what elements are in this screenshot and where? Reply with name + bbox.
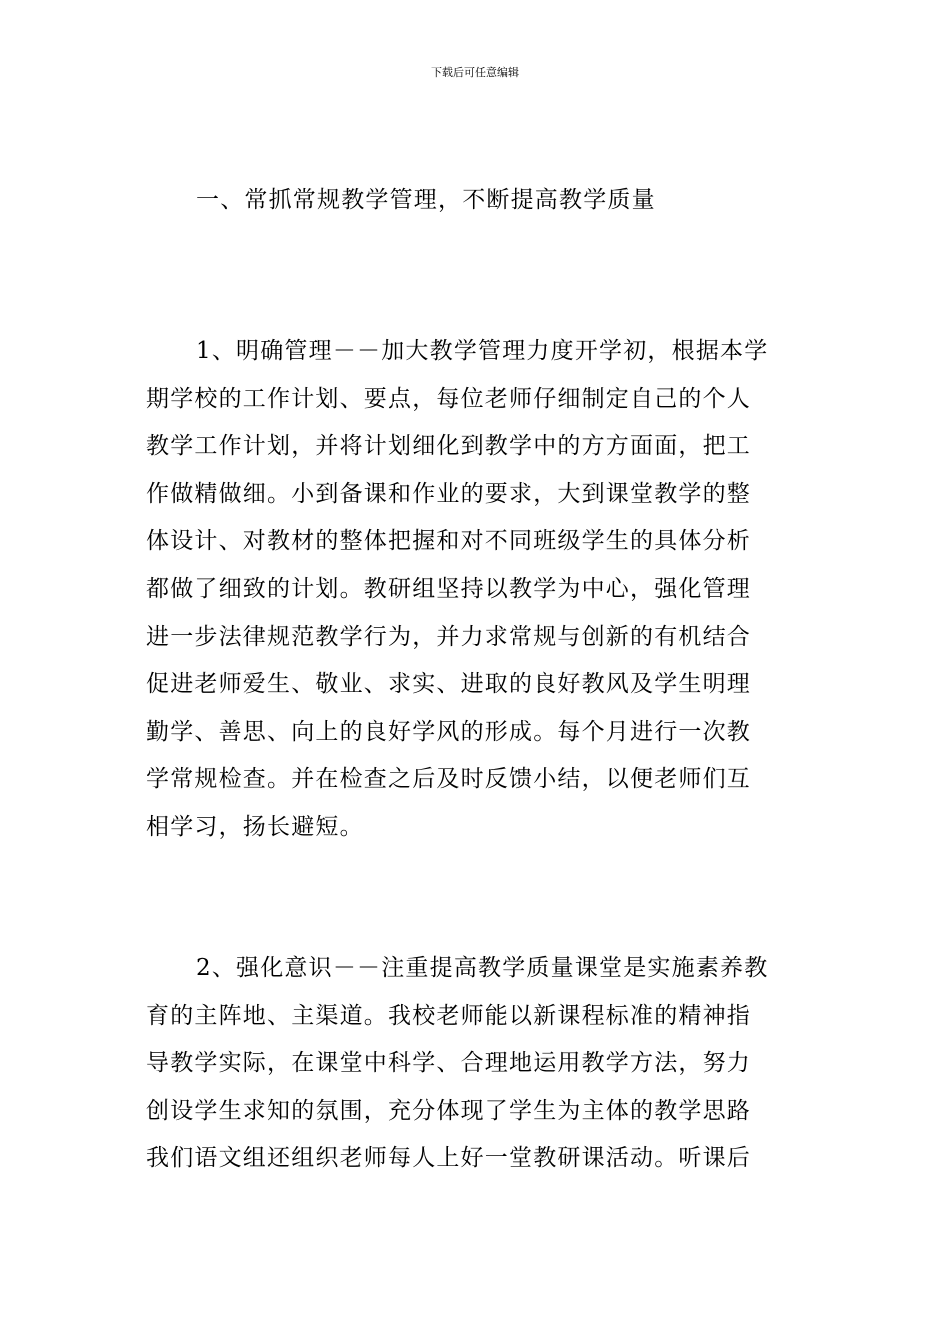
paragraph-line: 2、强化意识－－注重提高教学质量课堂是实施素养教 (196, 955, 769, 981)
paragraph-line: 都做了细致的计划。教研组坚持以教学为中心，强化管理 (146, 575, 751, 602)
paragraph-line: 期学校的工作计划、要点，每位老师仔细制定自己的个人 (146, 385, 751, 412)
paragraph-line: 勤学、善思、向上的良好学风的形成。每个月进行一次教 (146, 718, 751, 745)
paragraph-awareness (146, 945, 810, 1183)
header-note: 下载后可任意编辑 (431, 66, 519, 79)
paragraph-line: 进一步法律规范教学行为，并力求常规与创新的有机结合 (146, 623, 751, 650)
paragraph-line: 1、明确管理－－加大教学管理力度开学初，根据本学 (196, 338, 769, 364)
paragraph-line: 教学工作计划，并将计划细化到教学中的方方面面，把工 (146, 433, 751, 460)
paragraph-line: 作做精做细。小到备课和作业的要求，大到课堂教学的整 (146, 480, 751, 507)
paragraph-line: 促进老师爱生、敬业、求实、进取的良好教风及学生明理 (146, 671, 751, 698)
paragraph-line: 相学习，扬长避短。 (146, 813, 364, 840)
paragraph-line: 导教学实际，在课堂中科学、合理地运用教学方法，努力 (146, 1050, 751, 1077)
paragraph-line: 我们语文组还组织老师每人上好一堂教研课活动。听课后 (146, 1145, 751, 1172)
paragraph-line: 创设学生求知的氛围，充分体现了学生为主体的教学思路 (146, 1097, 751, 1124)
section-heading: 一、常抓常规教学管理，不断提高教学质量 (196, 187, 656, 213)
paragraph-line: 育的主阵地、主渠道。我校老师能以新课程标准的精神指 (146, 1002, 751, 1029)
paragraph-line: 体设计、对教材的整体把握和对不同班级学生的具体分析 (146, 528, 751, 555)
paragraph-line: 学常规检查。并在检查之后及时反馈小结，以便老师们互 (146, 766, 751, 793)
paragraph-management (146, 328, 810, 852)
